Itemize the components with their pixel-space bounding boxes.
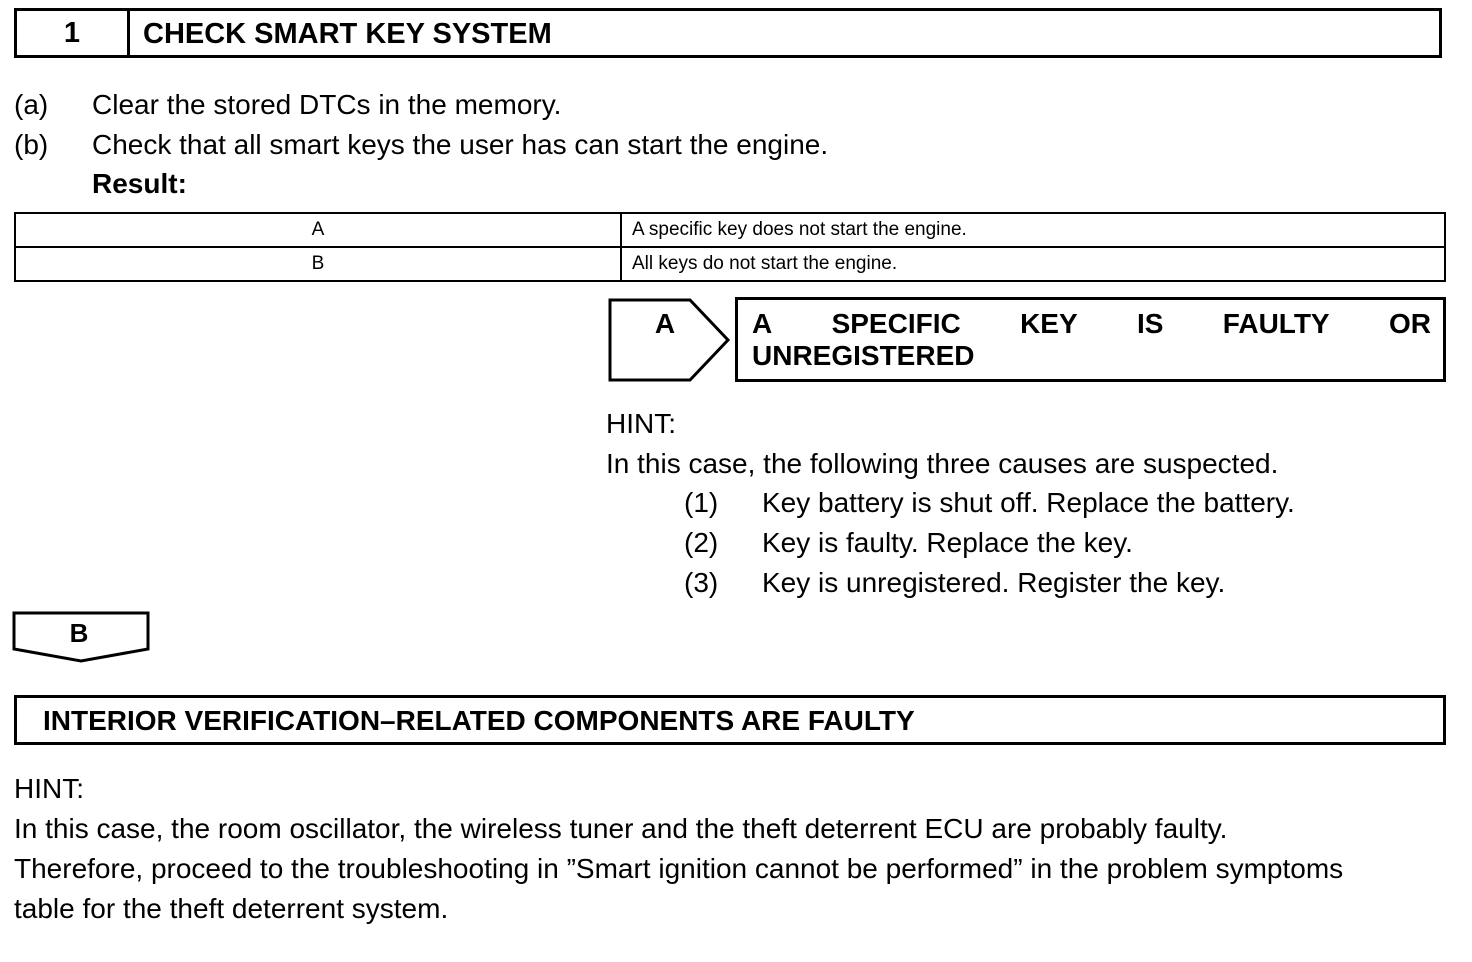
branch-a-result-line2: UNREGISTERED bbox=[752, 340, 975, 371]
cause-number: (3) bbox=[684, 567, 719, 598]
branch-b-hint-line: In this case, the room oscillator, the wireless tuner and the theft deterrent ECU are probably faulty. bbox=[14, 813, 1228, 844]
result-table bbox=[14, 212, 1446, 282]
step-b-text: Check that all smart keys the user has can start the engine. bbox=[92, 129, 829, 160]
result-word: FAULTY bbox=[1222, 308, 1330, 339]
branch-a-hint-text: In this case, the following three causes are suspected. bbox=[606, 448, 1279, 479]
branch-a-label: A bbox=[654, 308, 676, 339]
result-label: Result: bbox=[92, 168, 187, 199]
step-number: 1 bbox=[17, 11, 130, 55]
cause-text: Key battery is shut off. Replace the battery. bbox=[762, 487, 1295, 518]
cause-text: Key is unregistered. Register the key. bbox=[762, 567, 1226, 598]
branch-b-hint-line: table for the theft deterrent system. bbox=[14, 893, 449, 924]
result-word: KEY bbox=[1020, 308, 1078, 339]
table-row bbox=[15, 213, 1445, 247]
step-header bbox=[14, 8, 1442, 58]
branch-b-result-box: INTERIOR VERIFICATION–RELATED COMPONENTS ARE FAULTY bbox=[14, 695, 1446, 745]
step-a-letter: (a) bbox=[14, 89, 49, 120]
cause-number: (2) bbox=[684, 527, 719, 558]
result-code-cell: A bbox=[15, 213, 621, 247]
branch-a-hint-label: HINT: bbox=[606, 408, 676, 439]
branch-b-label: B bbox=[69, 618, 89, 648]
branch-a-result-line1 bbox=[752, 308, 1431, 340]
branch-b-hint-label: HINT: bbox=[14, 773, 84, 804]
result-code-cell: B bbox=[15, 247, 621, 281]
step-a-text: Clear the stored DTCs in the memory. bbox=[92, 89, 562, 120]
result-word: A bbox=[752, 308, 773, 339]
cause-text: Key is faulty. Replace the key. bbox=[762, 527, 1133, 558]
result-word: OR bbox=[1388, 308, 1431, 339]
result-description-cell: All keys do not start the engine. bbox=[621, 247, 1445, 281]
branch-b-hint-line: Therefore, proceed to the troubleshooting in ”Smart ignition cannot be performed” in the problem symptoms bbox=[14, 853, 1344, 884]
result-word: SPECIFIC bbox=[831, 308, 961, 339]
branch-a-result-box bbox=[735, 297, 1446, 382]
result-description-cell: A specific key does not start the engine. bbox=[621, 213, 1445, 247]
cause-number: (1) bbox=[684, 487, 719, 518]
step-b-letter: (b) bbox=[14, 129, 49, 160]
step-title: CHECK SMART KEY SYSTEM bbox=[143, 18, 552, 50]
table-row bbox=[15, 247, 1445, 281]
result-word: IS bbox=[1136, 308, 1164, 339]
